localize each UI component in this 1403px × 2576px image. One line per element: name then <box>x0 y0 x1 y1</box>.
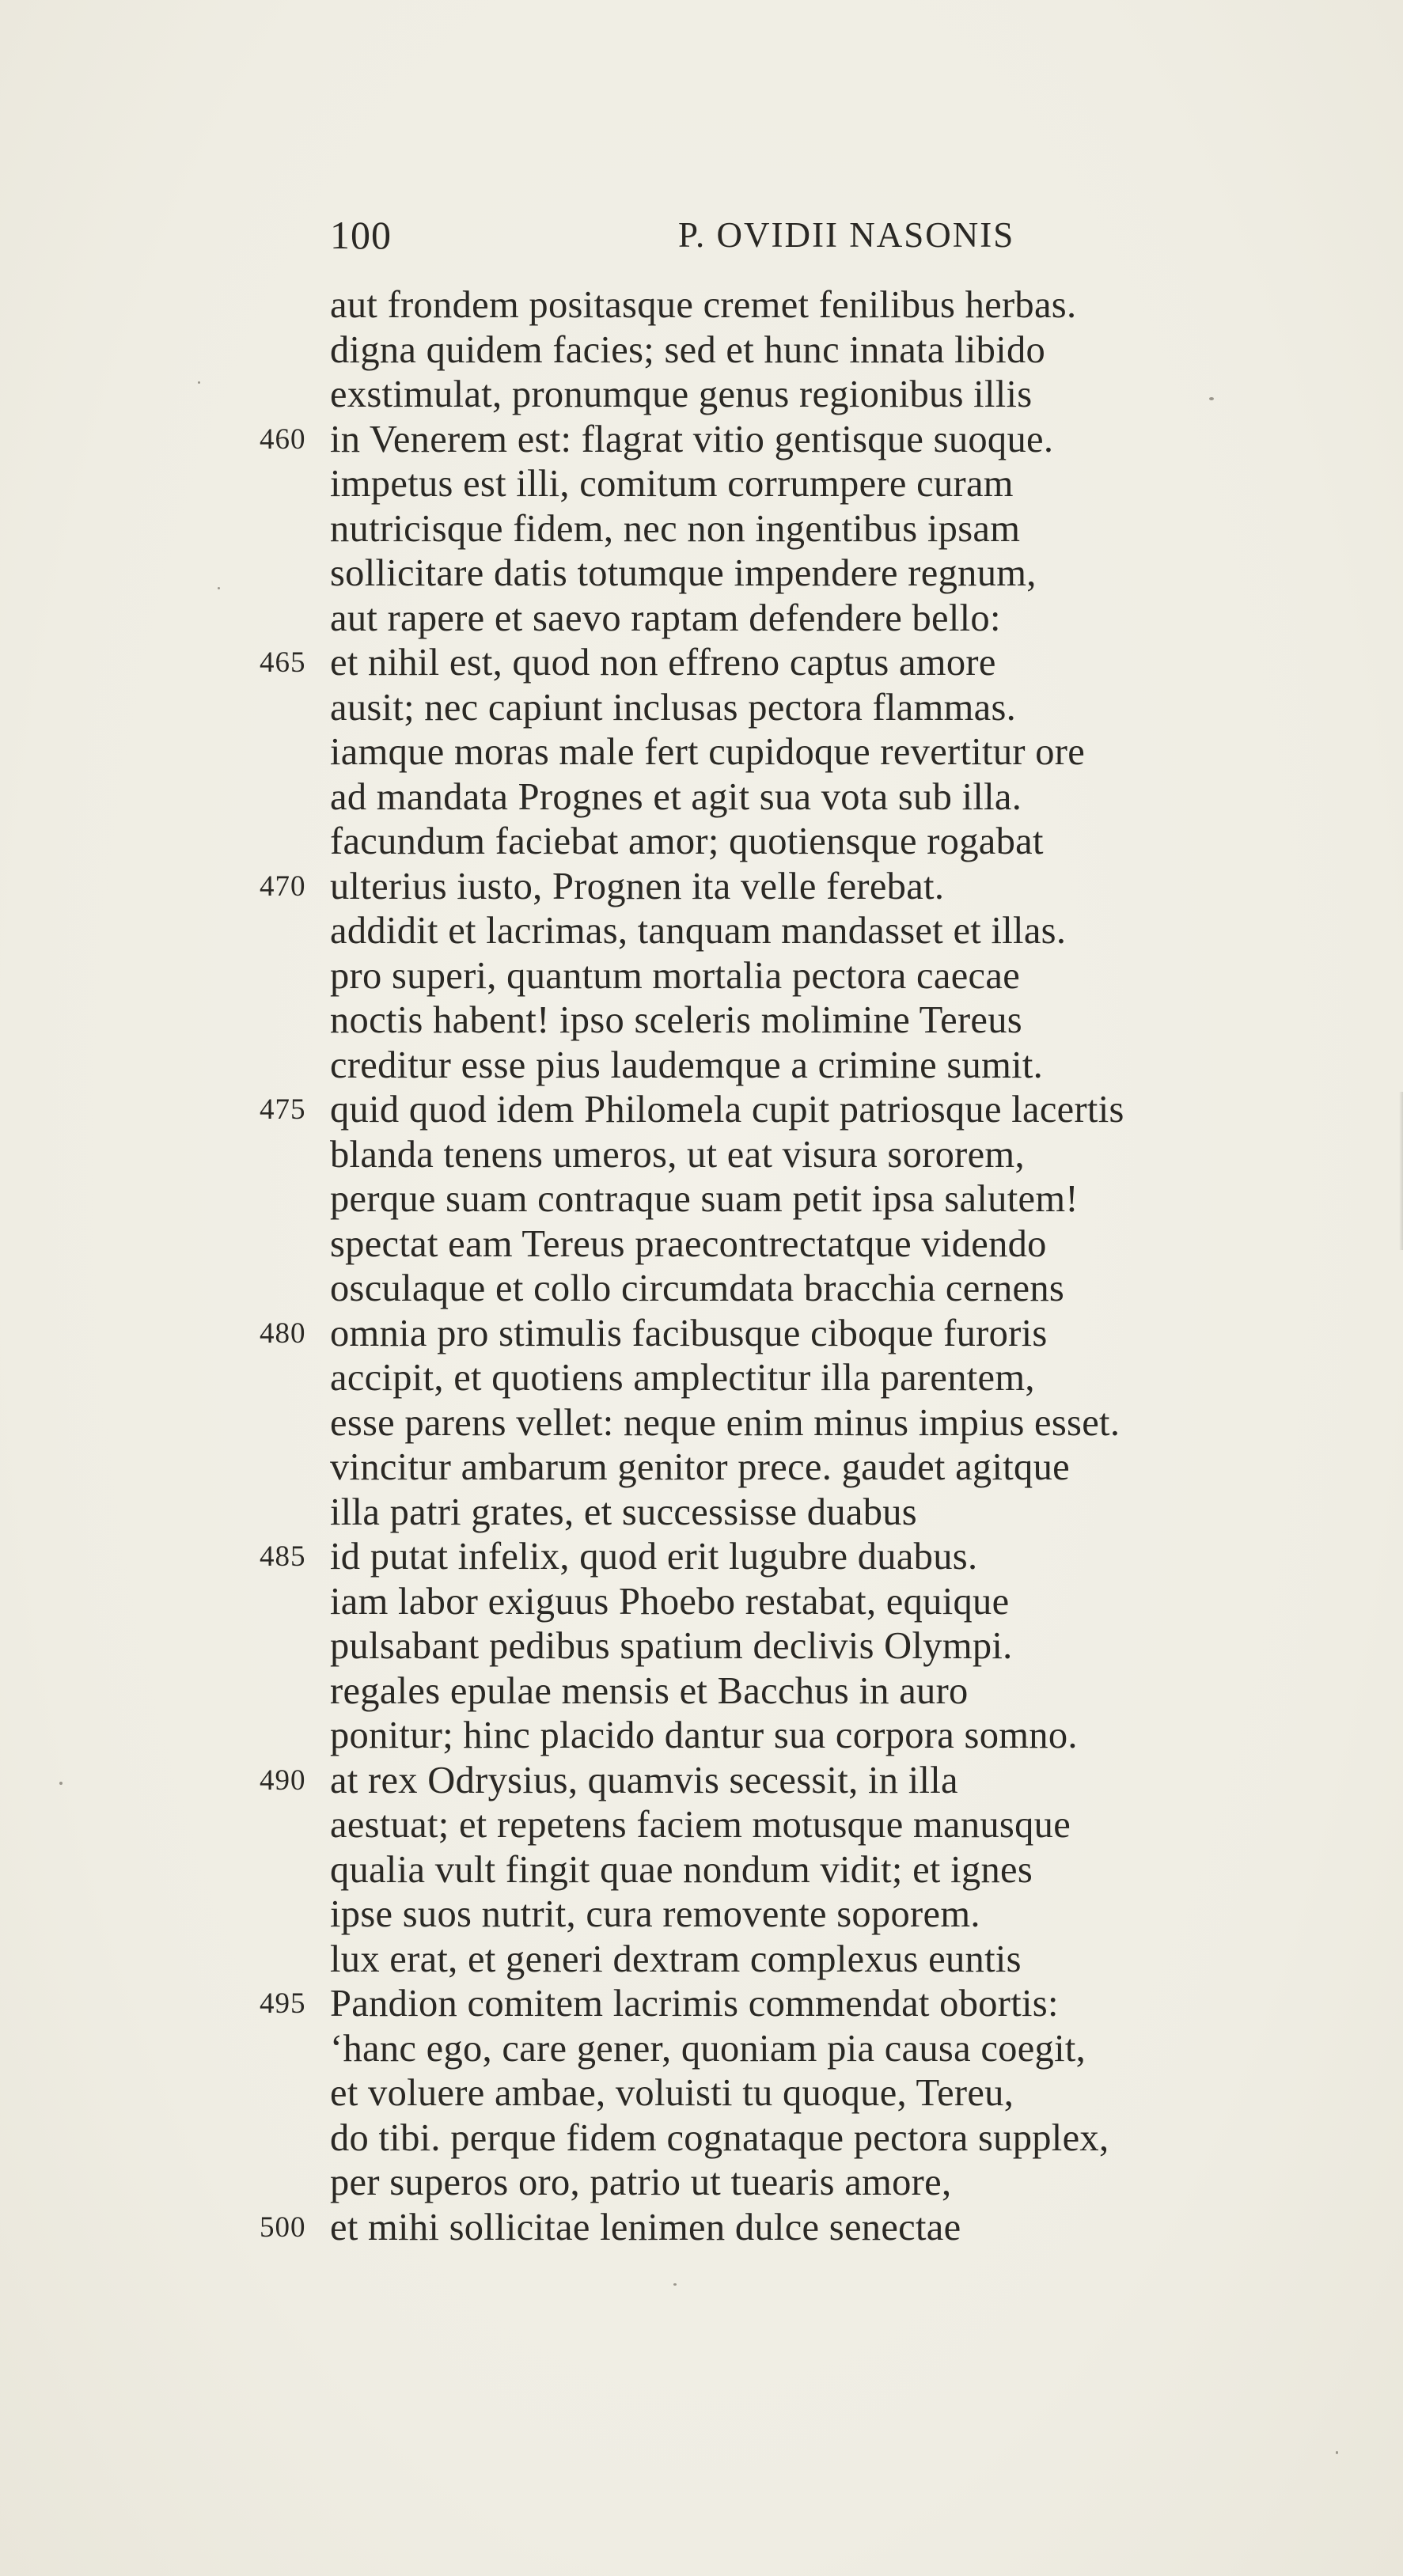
verse-line-text: quid quod idem Philomela cupit patriosque lacertis <box>330 1089 1124 1131</box>
verse-line-text: spectat eam Tereus praecontrectatque videndo <box>330 1222 1047 1265</box>
verse-line <box>0 686 1403 731</box>
verse-line <box>0 283 1403 328</box>
verse-line-text: regales epulae mensis et Bacchus in auro <box>330 1669 969 1712</box>
verse-line-text: ulterius iusto, Prognen ita velle ferebat. <box>330 865 945 907</box>
verse-line <box>0 730 1403 775</box>
verse-line-text: sollicitare datis totumque impendere regnum, <box>330 552 1037 594</box>
verse-line <box>0 1177 1403 1222</box>
verse-line-text: aestuat; et repetens faciem motusque manusque <box>330 1804 1071 1846</box>
verse-line <box>0 909 1403 954</box>
verse-line <box>0 2027 1403 2072</box>
paper-speck <box>673 2283 677 2286</box>
verse-line <box>0 1580 1403 1625</box>
verse-line-text: creditur esse pius laudemque a crimine sumit. <box>330 1044 1044 1086</box>
verse-line <box>0 551 1403 597</box>
verse-line <box>0 462 1403 507</box>
verse-line-text: addidit et lacrimas, tanquam mandasset et illas. <box>330 910 1067 952</box>
verse-line-text: in Venerem est: flagrat vitio gentisque suoque. <box>330 418 1054 460</box>
verse-line-text: et mihi sollicitae lenimen dulce senectae <box>330 2206 961 2248</box>
verse-text <box>0 283 1403 2250</box>
page-header <box>330 207 1058 263</box>
verse-line-text: aut frondem positasque cremet fenilibus herbas. <box>330 284 1077 326</box>
verse-line-text: noctis habent! ipso sceleris molimine Tereus <box>330 999 1022 1041</box>
verse-line <box>0 1491 1403 1536</box>
verse-line <box>0 1624 1403 1669</box>
verse-line-text: ipse suos nutrit, cura removente soporem. <box>330 1893 980 1935</box>
verse-line <box>0 775 1403 820</box>
verse-line <box>0 507 1403 552</box>
verse-line <box>0 1714 1403 1759</box>
verse-line-text: blanda tenens umeros, ut eat visura sororem, <box>330 1133 1025 1176</box>
verse-line <box>0 1133 1403 1178</box>
verse-line <box>0 641 1403 686</box>
verse-line <box>0 1356 1403 1401</box>
verse-line <box>0 1044 1403 1089</box>
verse-line-text: qualia vult fingit quae nondum vidit; et ignes <box>330 1848 1033 1891</box>
line-number: 500 <box>260 2210 306 2244</box>
verse-line <box>0 998 1403 1044</box>
verse-line-text: Pandion comitem lacrimis commendat obortis: <box>330 1983 1059 2025</box>
paper-speck <box>59 1782 63 1785</box>
line-number: 470 <box>260 869 306 903</box>
verse-line <box>0 1669 1403 1714</box>
verse-line <box>0 373 1403 418</box>
verse-line <box>0 1982 1403 2027</box>
verse-line <box>0 820 1403 865</box>
verse-line-text: ausit; nec capiunt inclusas pectora flammas. <box>330 686 1017 729</box>
verse-line-text: esse parens vellet: neque enim minus impius esset. <box>330 1401 1121 1444</box>
line-number: 480 <box>260 1316 306 1350</box>
verse-line-text: pro superi, quantum mortalia pectora caecae <box>330 954 1021 997</box>
verse-line <box>0 1088 1403 1133</box>
verse-line <box>0 865 1403 910</box>
page-edge-shadow <box>1399 1092 1403 1250</box>
line-number: 490 <box>260 1763 306 1797</box>
verse-line-text: ad mandata Prognes et agit sua vota sub illa. <box>330 775 1022 818</box>
verse-line <box>0 2206 1403 2251</box>
paper-speck <box>218 587 220 589</box>
verse-line-text: digna quidem facies; sed et hunc innata libido <box>330 328 1046 371</box>
verse-line <box>0 1759 1403 1804</box>
verse-line-text: iam labor exiguus Phoebo restabat, equique <box>330 1580 1010 1623</box>
verse-line <box>0 2161 1403 2206</box>
verse-line <box>0 1892 1403 1938</box>
verse-line <box>0 2071 1403 2116</box>
verse-line-text: exstimulat, pronumque genus regionibus illis <box>330 373 1033 415</box>
verse-line-text: accipit, et quotiens amplectitur illa parentem, <box>330 1357 1035 1399</box>
verse-line-text: ‘hanc ego, care gener, quoniam pia causa coegit, <box>330 2027 1086 2070</box>
paper-speck <box>198 381 200 384</box>
verse-line <box>0 1938 1403 1983</box>
verse-line <box>0 1267 1403 1312</box>
verse-line-text: aut rapere et saevo raptam defendere bello: <box>330 597 1001 639</box>
verse-line <box>0 1803 1403 1848</box>
verse-line-text: osculaque et collo circumdata bracchia cernens <box>330 1267 1065 1309</box>
verse-line-text: et voluere ambae, voluisti tu quoque, Tereu, <box>330 2072 1014 2114</box>
page-number: 100 <box>330 213 392 257</box>
verse-line-text: iamque moras male fert cupidoque revertitur ore <box>330 731 1086 773</box>
verse-line <box>0 328 1403 373</box>
verse-line-text: id putat infelix, quod erit lugubre duabus. <box>330 1536 978 1578</box>
verse-line-text: et nihil est, quod non effreno captus amore <box>330 642 996 684</box>
verse-line-text: pulsabant pedibus spatium declivis Olympi. <box>330 1625 1013 1667</box>
verse-line <box>0 1848 1403 1893</box>
verse-line-text: perque suam contraque suam petit ipsa salutem! <box>330 1178 1079 1220</box>
verse-line <box>0 418 1403 463</box>
paper-speck <box>1336 2451 1338 2454</box>
line-number: 485 <box>260 1540 306 1573</box>
paper-speck <box>1209 397 1214 400</box>
verse-line-text: vincitur ambarum genitor prece. gaudet agitque <box>330 1446 1070 1488</box>
verse-line-text: omnia pro stimulis facibusque ciboque furoris <box>330 1312 1048 1354</box>
verse-line-text: ponitur; hinc placido dantur sua corpora somno. <box>330 1714 1078 1756</box>
verse-line <box>0 1535 1403 1580</box>
verse-line <box>0 954 1403 999</box>
verse-line <box>0 1401 1403 1446</box>
verse-line-text: per superos oro, patrio ut tuearis amore, <box>330 2161 952 2203</box>
verse-line <box>0 1222 1403 1267</box>
verse-line-text: at rex Odrysius, quamvis secessit, in illa <box>330 1759 958 1801</box>
verse-line-text: do tibi. perque fidem cognataque pectora supplex, <box>330 2116 1109 2159</box>
verse-line-text: nutricisque fidem, nec non ingentibus ipsam <box>330 507 1021 550</box>
verse-line-text: lux erat, et generi dextram complexus euntis <box>330 1938 1022 1980</box>
verse-line <box>0 1312 1403 1357</box>
line-number: 475 <box>260 1093 306 1126</box>
verse-line <box>0 597 1403 642</box>
line-number: 460 <box>260 422 306 456</box>
line-number: 495 <box>260 1987 306 2020</box>
verse-line <box>0 2116 1403 2161</box>
verse-line-text: impetus est illi, comitum corrumpere curam <box>330 463 1014 505</box>
verse-line <box>0 1445 1403 1491</box>
verse-line-text: facundum faciebat amor; quotiensque rogabat <box>330 820 1044 862</box>
running-title: P. OVIDII NASONIS <box>678 215 1015 255</box>
line-number: 465 <box>260 646 306 679</box>
verse-line-text: illa patri grates, et successisse duabus <box>330 1491 917 1533</box>
